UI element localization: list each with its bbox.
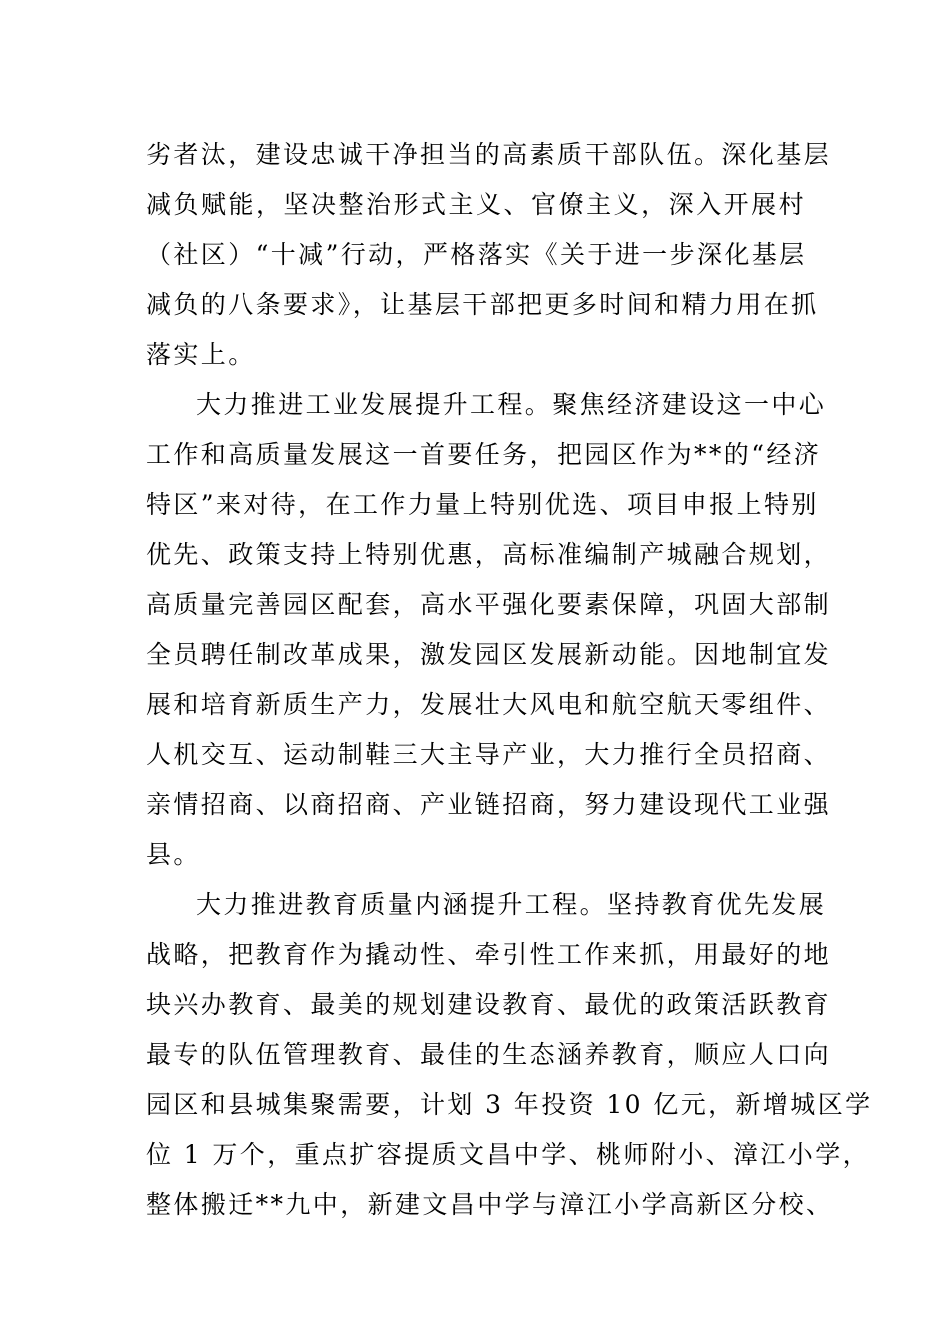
text-line: 块兴办教育、最美的规划建设教育、最优的政策活跃教育 — [146, 990, 832, 1019]
text-line: 优先、政策支持上特别优惠，高标准编制产城融合规划， — [146, 540, 832, 569]
text-line: 大力推进教育质量内涵提升工程。坚持教育优先发展 — [196, 890, 827, 919]
text-line: 战略，把教育作为撬动性、牵引性工作来抓，用最好的地 — [146, 940, 832, 969]
text-line: 劣者汰，建设忠诚干净担当的高素质干部队伍。深化基层 — [146, 140, 832, 169]
text-line: 最专的队伍管理教育、最佳的生态涵养教育，顺应人口向 — [146, 1040, 832, 1069]
text-line: 减负的八条要求》，让基层干部把更多时间和精力用在抓 — [146, 290, 819, 319]
text-line: 园区和县城集聚需要，计划 3 年投资 10 亿元，新增城区学 — [146, 1090, 873, 1119]
text-line: 落实上。 — [146, 340, 256, 369]
text-line: 人机交互、运动制鞋三大主导产业，大力推行全员招商、 — [146, 740, 832, 769]
text-line: 减负赋能，坚决整治形式主义、官僚主义，深入开展村 — [146, 190, 806, 219]
text-line: 展和培育新质生产力，发展壮大风电和航空航天零组件、 — [146, 690, 832, 719]
text-line: 县。 — [146, 840, 201, 869]
text-line: 大力推进工业发展提升工程。聚焦经济建设这一中心 — [196, 390, 827, 419]
text-line: 亲情招商、以商招商、产业链招商，努力建设现代工业强 — [146, 790, 832, 819]
text-line: 工作和高质量发展这一首要任务，把园区作为**的“经济 — [146, 440, 822, 469]
text-line: 特区”来对待，在工作力量上特别优选、项目申报上特别 — [146, 490, 819, 519]
text-line: 高质量完善园区配套，高水平强化要素保障，巩固大部制 — [146, 590, 832, 619]
text-line: 整体搬迁**九中，新建文昌中学与漳江小学高新区分校、 — [146, 1190, 834, 1219]
text-line: （社区）“十减”行动，严格落实《关于进一步深化基层 — [146, 240, 807, 269]
text-line: 位 1 万个，重点扩容提质文昌中学、桃师附小、漳江小学， — [146, 1140, 871, 1169]
text-line: 全员聘任制改革成果，激发园区发展新动能。因地制宜发 — [146, 640, 832, 669]
